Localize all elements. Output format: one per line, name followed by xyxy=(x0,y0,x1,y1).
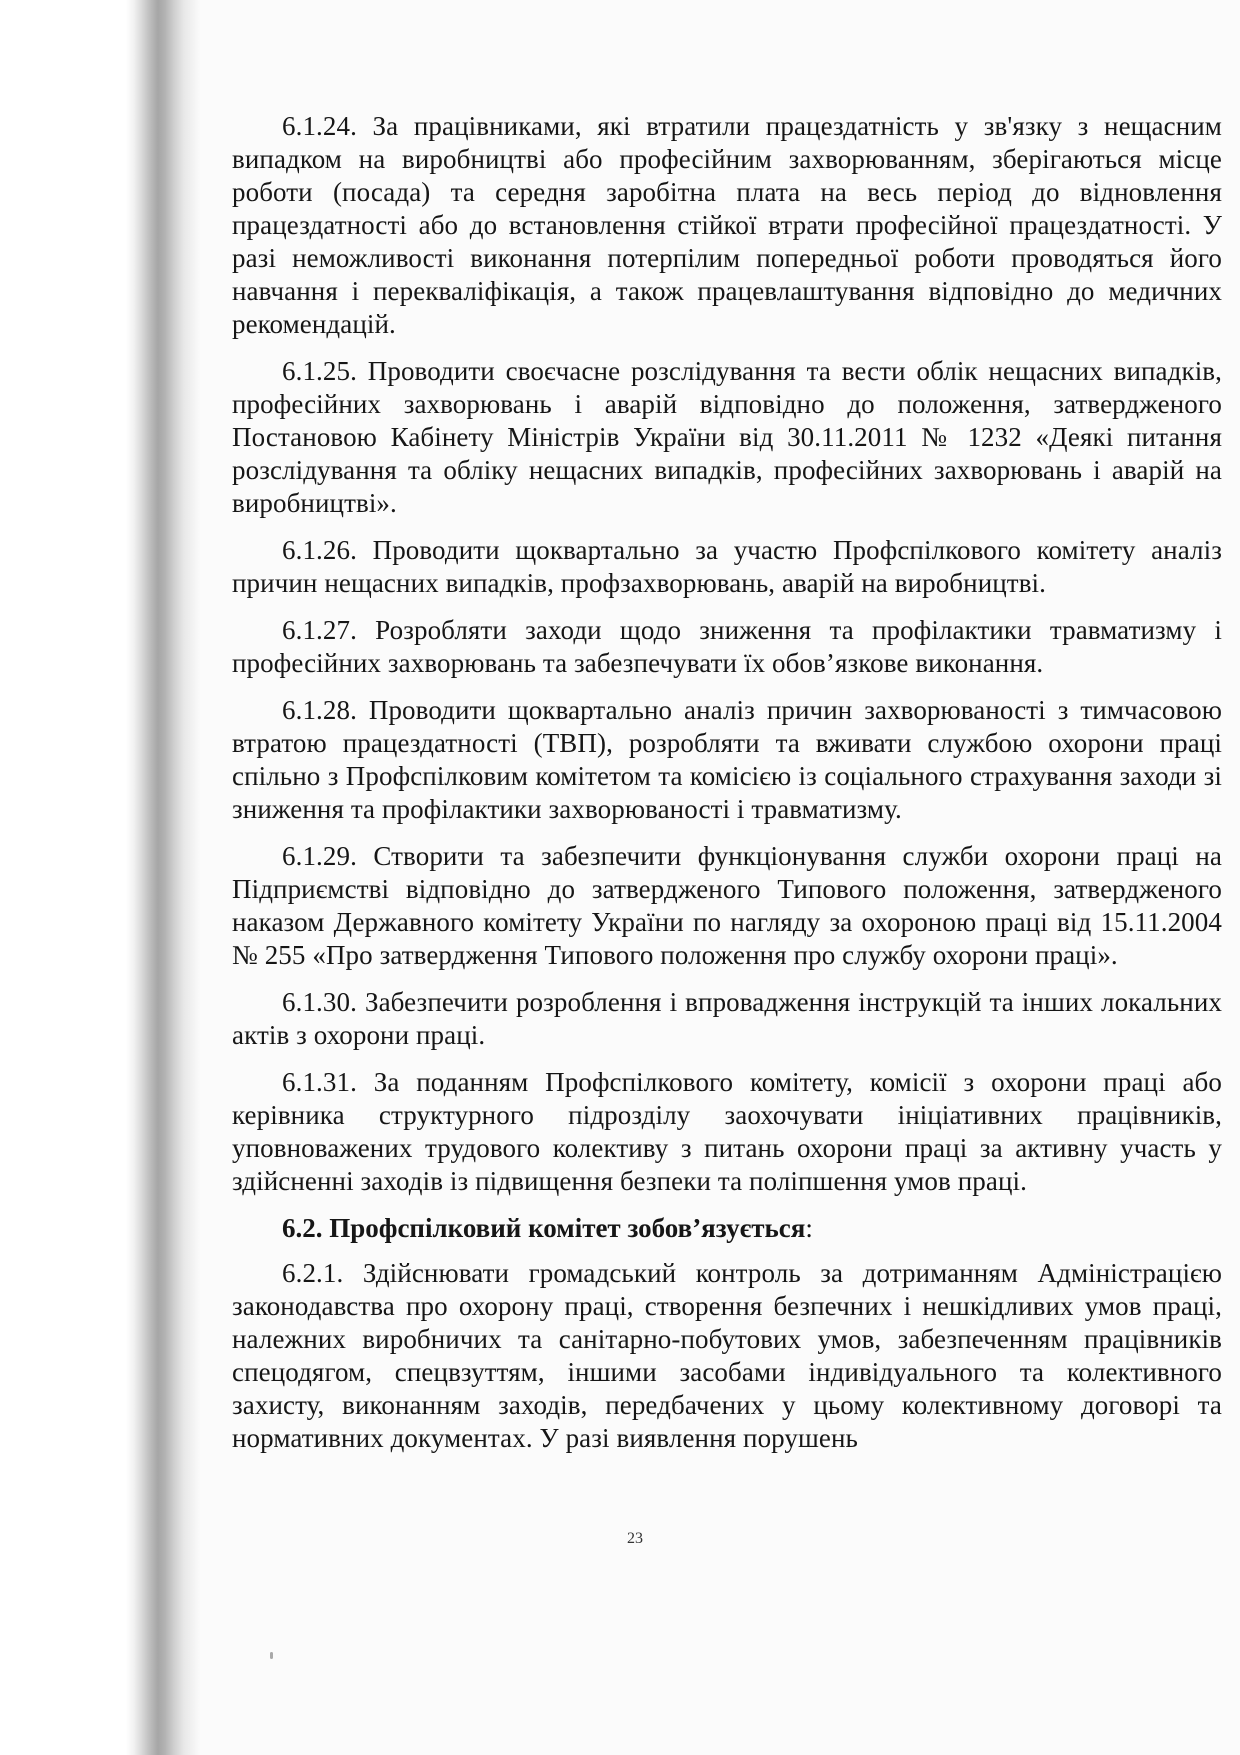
scan-binding-shadow xyxy=(0,0,200,1755)
paragraph-6-1-30: 6.1.30. Забезпечити розроблення і впровадження інструкцій та інших локальних актів з охорони праці. xyxy=(232,987,1222,1050)
document-page xyxy=(232,110,1222,1469)
scan-speck xyxy=(270,1652,273,1659)
paragraph-6-1-26: 6.1.26. Проводити щоквартально за участю Профспілкового комітету аналіз причин нещасних випадків, профзахворювань, аварій на виробництві. xyxy=(232,535,1222,598)
section-heading-colon: : xyxy=(805,1213,813,1243)
section-heading-text: 6.2. Профспілковий комітет зобов’язується xyxy=(282,1213,806,1243)
page-number: 23 xyxy=(627,1530,643,1547)
paragraph-6-1-27: 6.1.27. Розробляти заходи щодо зниження та профілактики травматизму і професійних захворювань та забезпечувати їх обов’язкове виконання. xyxy=(232,615,1222,678)
section-heading xyxy=(232,1212,1222,1245)
paragraph-6-1-29: 6.1.29. Створити та забезпечити функціонування служби охорони праці на Підприємстві відповідно до затвердженого Типового положення, затвердженого наказом Державного комітету України по нагляду за охороною праці від 15.11.2004 № 255 «Про затвердження Типового положення про службу охорони праці». xyxy=(232,841,1222,970)
paragraph-6-1-25: 6.1.25. Проводити своєчасне розслідування та вести облік нещасних випадків, професійних захворювань і аварій відповідно до положення, затвердженого Постановою Кабінету Міністрів України від 30.11.2011 № 1232 «Деякі питання розслідування та обліку нещасних випадків, професійних захворювань і аварій на виробництві». xyxy=(232,356,1222,518)
paragraph-6-1-31: 6.1.31. За поданням Профспілкового комітету, комісії з охорони праці або керівника структурного підрозділу заохочувати ініціативних працівників, уповноважених трудового колективу з питань охорони праці за активну участь у здійсненні заходів із підвищення безпеки та поліпшення умов праці. xyxy=(232,1067,1222,1196)
paragraph-6-1-24: 6.1.24. За працівниками, які втратили працездатність у зв'язку з нещасним випадком на виробництві або професійним захворюванням, зберігаються місце роботи (посада) та середня заробітна плата на весь період до відновлення працездатності або до встановлення стійкої втрати професійної працездатності. У разі неможливості виконання потерпілим попередньої роботи проводяться його навчання і перекваліфікація, а також працевлаштування відповідно до медичних рекомендацій. xyxy=(232,111,1222,339)
paragraph-6-1-28: 6.1.28. Проводити щоквартально аналіз причин захворюваності з тимчасовою втратою працездатності (ТВП), розробляти та вживати службою охорони праці спільно з Профспілковим комітетом та комісією із соціального страхування заходи зі зниження та профілактики захворюваності і травматизму. xyxy=(232,695,1222,824)
paragraph-6-2-1: 6.2.1. Здійснювати громадський контроль за дотриманням Адміністрацією законодавства про охорону праці, створення безпечних і нешкідливих умов праці, належних виробничих та санітарно-побутових умов, забезпеченням працівників спецодягом, спецвзуттям, іншими засобами індивідуального та колективного захисту, виконанням заходів, передбачених у цьому колективному договорі та нормативних документах. У разі виявлення порушень xyxy=(232,1258,1222,1453)
